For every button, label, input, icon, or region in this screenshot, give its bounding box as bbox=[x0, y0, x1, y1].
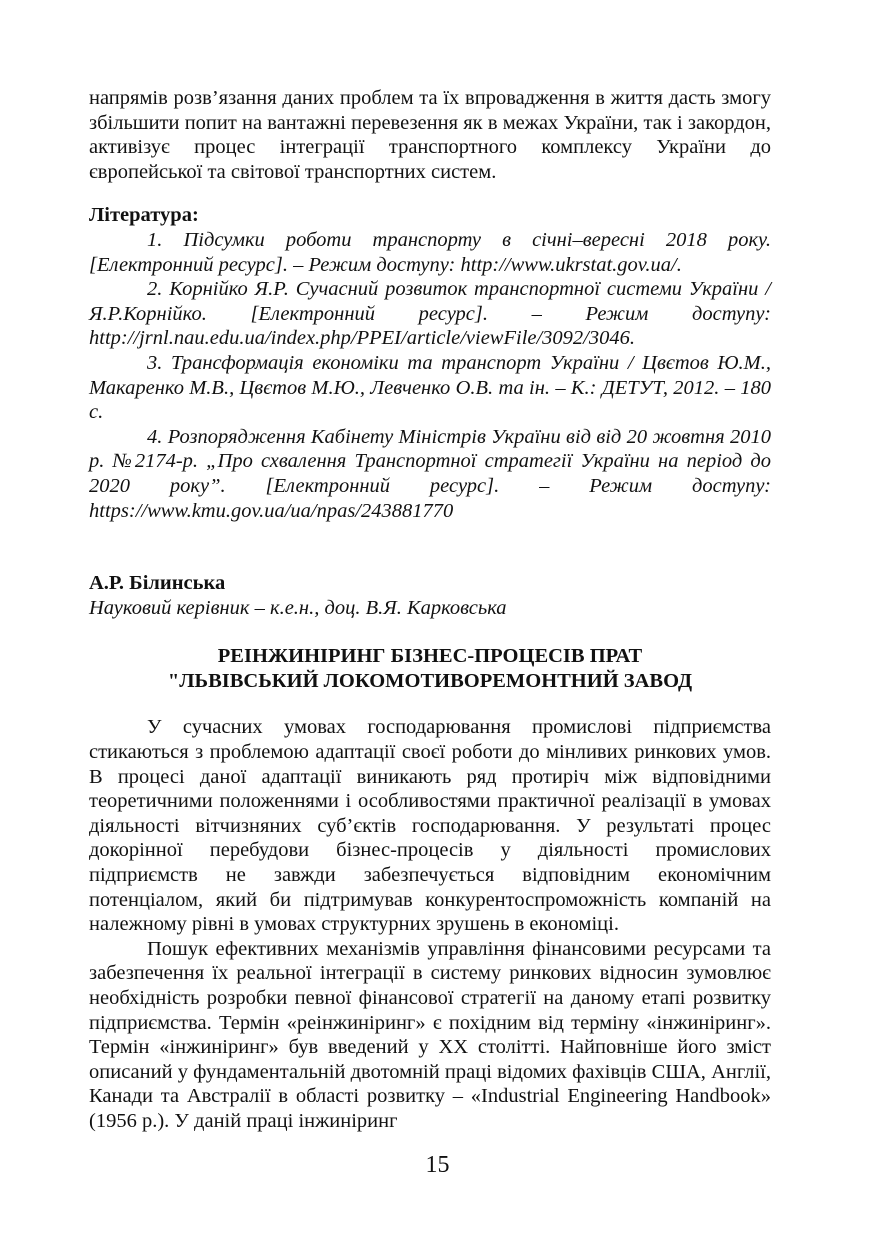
article-title bbox=[89, 644, 771, 693]
reference-item: 2. Корнійко Я.Р. Сучасний розвиток транспортної системи України / Я.Р.Корнійко. [Електронний ресурс]. – Режим доступу: http://jrnl.nau.edu.ua/index.php/PPEI/article/viewFile/3092/3046. bbox=[89, 278, 771, 350]
body-paragraph: У сучасних умовах господарювання промислові підприємства стикаються з проблемою адаптації своєї роботи до мінливих ринкових умов. В процесі даної адаптації виникають ряд протиріч між відповідними теоретичними положеннями і особливостями практичної реалізації в умовах діяльності вітчизняних суб’єктів господарювання. У результаті процес докорінної перебудови бізнес-процесів у діяльності промислових підприємств не завжди забезпечується відповідним економічним потенціалом, який би підтримував конкурентоспроможність компаній на належному рівні в умовах структурних зрушень в економіці. bbox=[89, 716, 771, 936]
article-supervisor: Науковий керівник – к.е.н., доц. В.Я. Карковська bbox=[89, 596, 507, 619]
literature-title: Література: bbox=[89, 204, 199, 227]
reference-item: 1. Підсумки роботи транспорту в січні–вересні 2018 року. [Електронний ресурс]. – Режим доступу: http://www.ukrstat.gov.ua/. bbox=[89, 228, 771, 276]
document-page bbox=[89, 86, 771, 1134]
intro-paragraph: напрямів розв’язання даних проблем та їх впровадження в життя дасть змогу збільшити попит на вантажні перевезення як в межах України, так і закордон, активізує процес інтеграції транспортного комплексу України до європейської та світової транспортних систем. bbox=[89, 87, 771, 183]
body-paragraph: Пошук ефективних механізмів управління фінансовими ресурсами та забезпечення їх реальної інтеграції в систему ринкових відносин зумовлює необхідність розробки певної фінансової стратегії на даному етапі розвитку підприємства. Термін «реінжиніринг» є похідним від терміну «інжиніринг». Термін «інжиніринг» був введений у ХХ столітті. Найповніше його зміст описаний у фундаментальній двотомній праці відомих фахівців США, Англії, Канади та Австралії в області розвитку – «Industrial Engineering Handbook» (1956 р.). У даній праці інжиніринг bbox=[89, 937, 771, 1132]
article-title-line: "ЛЬВІВСЬКИЙ ЛОКОМОТИВОРЕМОНТНИЙ ЗАВОД bbox=[167, 669, 693, 692]
article-title-line: РЕІНЖИНІРИНГ БІЗНЕС-ПРОЦЕСІВ ПРАТ bbox=[217, 645, 643, 668]
reference-item: 4. Розпорядження Кабінету Міністрів України від від 20 жовтня 2010 р. №2174-р. „Про схвалення Транспортної стратегії України на період до 2020 року”. [Електронний ресурс]. – Режим доступу: https://www.kmu.gov.ua/ua/npas/243881770 bbox=[89, 425, 771, 522]
article-section bbox=[89, 571, 771, 1133]
literature-section bbox=[89, 203, 771, 523]
article-author: А.Р. Білинська bbox=[89, 572, 226, 595]
reference-item: 3. Трансформація економіки та транспорт України / Цвєтов Ю.М., Макаренко М.В., Цвєтов М.Ю., Левченко О.В. та ін. – К.: ДЕТУТ, 2012. – 180 с. bbox=[89, 351, 771, 424]
page-number: 15 bbox=[425, 1152, 450, 1178]
